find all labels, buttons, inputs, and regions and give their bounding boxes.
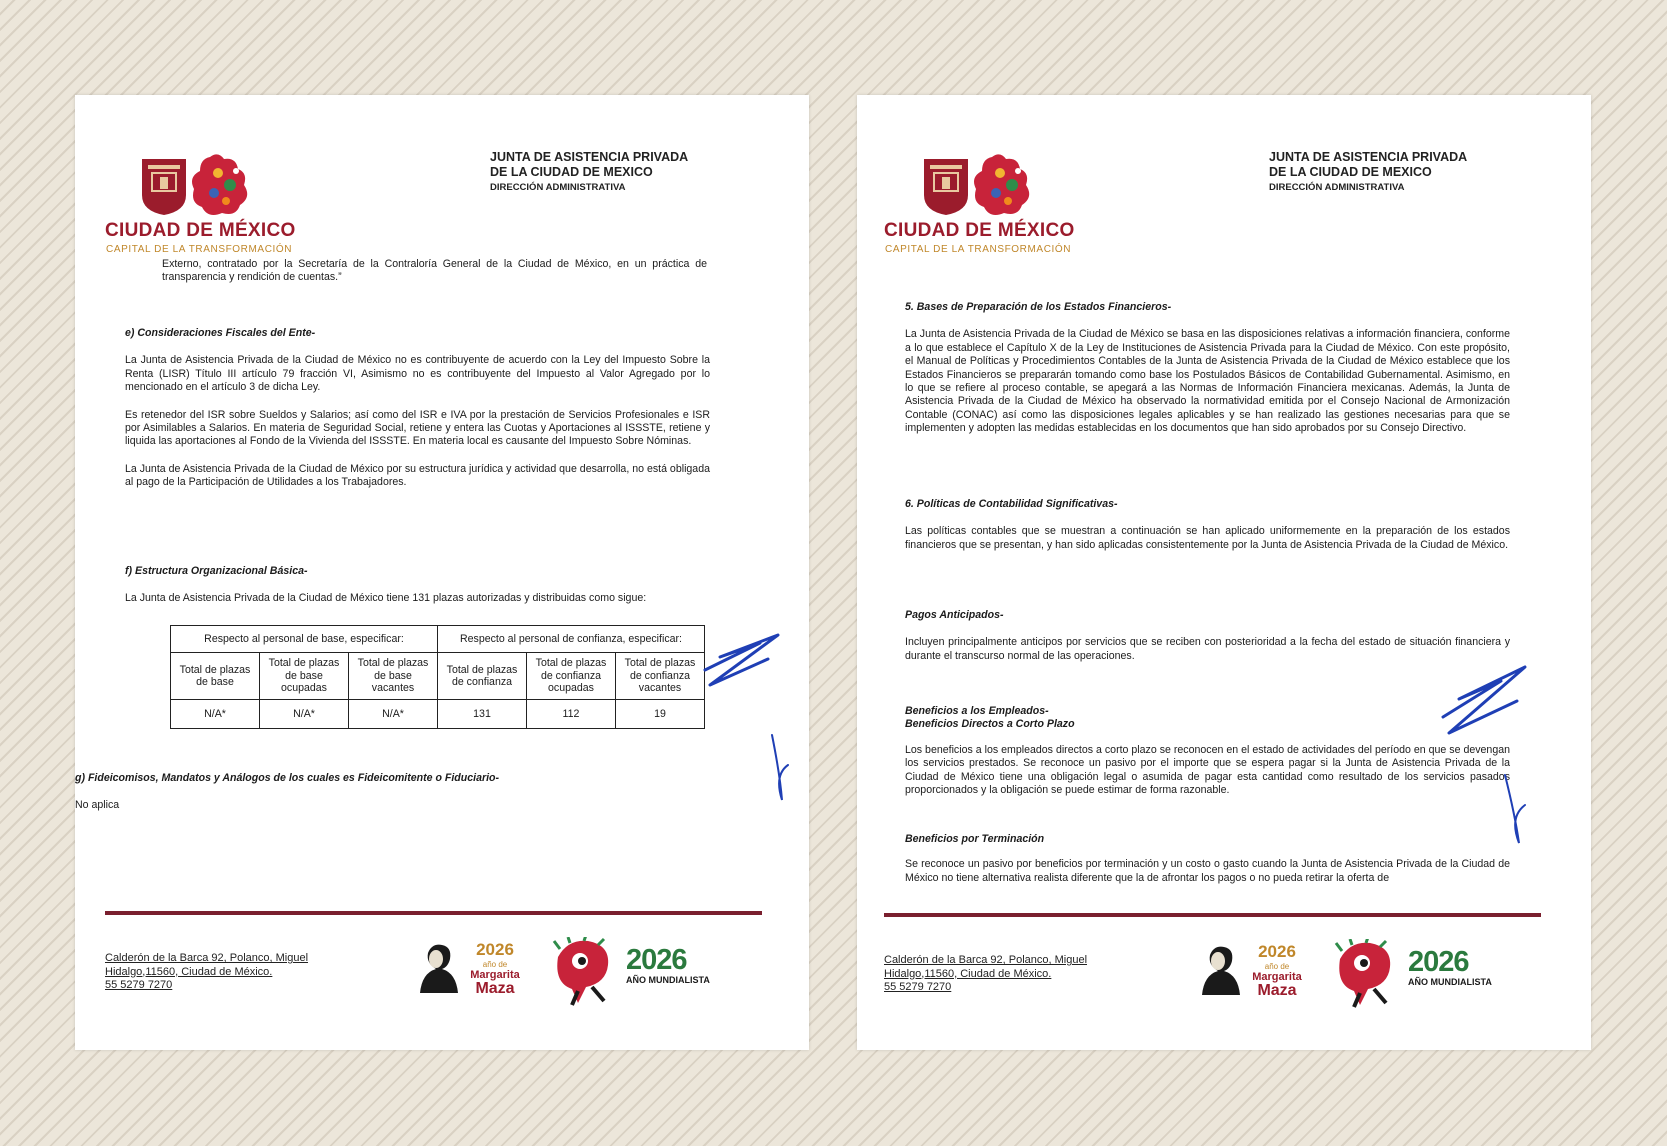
section-f-heading: f) Estructura Organizacional Básica- [125, 565, 308, 577]
address-line: Calderón de la Barca 92, Polanco, Miguel [884, 954, 1088, 966]
address-line: Calderón de la Barca 92, Polanco, Miguel [105, 952, 309, 964]
footer-logos [408, 937, 738, 1007]
beneficios-subheading: Beneficios Directos a Corto Plazo [905, 718, 1075, 731]
footer-rule [105, 911, 762, 915]
margarita-year: 2026 [1258, 942, 1296, 961]
mundial-text: AÑO MUNDIALISTA [1408, 977, 1492, 987]
section-6-heading: 6. Políticas de Contabilidad Significativas- [905, 498, 1118, 510]
mundial-badge [626, 945, 710, 985]
institution-line3: DIRECCIÓN ADMINISTRATIVA [1269, 182, 1405, 193]
mundial-text: AÑO MUNDIALISTA [626, 975, 710, 985]
table-cell: N/A* [171, 700, 260, 729]
margarita-name: Margarita [1252, 971, 1302, 983]
logo-subtitle: CAPITAL DE LA TRANSFORMACIÓN [106, 244, 293, 255]
logo-text: CIUDAD DE MÉXICO [884, 220, 1075, 241]
section-5-heading: 5. Bases de Preparación de los Estados Financieros- [905, 301, 1172, 313]
margarita-maza-badge [1250, 943, 1304, 999]
institution-line3: DIRECCIÓN ADMINISTRATIVA [490, 182, 626, 193]
mascot-icon [548, 937, 623, 1007]
table-column-header: Total de plazas de base ocupadas [260, 653, 349, 700]
margarita-name: Margarita [470, 969, 520, 981]
table-column-header: Total de plazas de confianza ocupadas [527, 653, 616, 700]
institution-line1: JUNTA DE ASISTENCIA PRIVADA [1269, 150, 1468, 164]
margarita-name: Maza [475, 980, 515, 997]
pagos-heading: Pagos Anticipados- [905, 609, 1004, 621]
table-column-header: Total de plazas de base vacantes [349, 653, 438, 700]
institution-header [1269, 150, 1467, 195]
margarita-maza-portrait-icon [1190, 945, 1248, 999]
footer-logos [1190, 939, 1520, 1009]
margarita-name: Maza [1257, 982, 1297, 999]
table-group-header: Respecto al personal de confianza, especificar: [438, 626, 705, 653]
section-terminacion [905, 833, 1510, 885]
table-row [171, 700, 705, 729]
footer-address [884, 954, 1087, 995]
staff-table [170, 625, 705, 729]
table-column-header: Total de plazas de confianza [438, 653, 527, 700]
institution-line1: JUNTA DE ASISTENCIA PRIVADA [490, 150, 689, 164]
mundial-year: 2026 [1408, 946, 1469, 978]
margarita-small: año de [482, 960, 508, 969]
address-line: Hidalgo,11560, Ciudad de México. [105, 965, 273, 978]
continuation-text: Externo, contratado por la Secretaría de la Contraloría General de la Ciudad de México, en un práctica de transparencia y rendición de cuentas.” [162, 258, 707, 284]
document-page-right [857, 95, 1591, 1050]
terminacion-paragraph: Se reconoce un pasivo por beneficios por terminación y un costo o gasto cuando la Junta de Asistencia Privada de la Ciudad de México no tiene alternativa realista diferente que la de afrontar los pagos o no pueda retirar la oferta de [905, 858, 1510, 884]
mundial-year: 2026 [626, 944, 687, 976]
institution-line2: DE LA CIUDAD DE MEXICO [1269, 165, 1432, 179]
cdmx-emblem-icon [140, 153, 280, 217]
margarita-maza-portrait-icon [408, 943, 466, 997]
section-f-intro: La Junta de Asistencia Privada de la Ciudad de México tiene 131 plazas autorizadas y distribuidas como sigue: [125, 592, 647, 605]
section-g-text: No aplica [75, 799, 120, 812]
section-e-paragraph: La Junta de Asistencia Privada de la Ciudad de México por su estructura jurídica y actividad que desarrolla, no está obligada al pago de la Participación de Utilidades a los Trabajadores. [125, 462, 710, 489]
section-pagos [905, 609, 1510, 663]
section-5-paragraph: La Junta de Asistencia Privada de la Ciudad de México se basa en las disposiciones relativas a información financiera, conforme a lo que establece el Capítulo X de la Ley de Instituciones de Asistencia Privada para la Ciudad de México. Con este propósito, el Manual de Políticas y Procedimientos Contables de la Junta de Asistencia Privada de la Ciudad de México establece que los Estados Financieros se prepararán tomando como base los Postulados Básicos de Contabilidad Gubernamental. Asimismo, en lo que se refiere al proceso contable, se apegará a las Normas de Información Financiera mexicanas. Además, la Junta de Asistencia Privada de la Ciudad de México ha observado la normatividad emitida por el Consejo Nacional de Armonización Contable (CONAC) así como las disposiciones legales aplicables y se han realizado las gestiones necesarias para que se implementen y adopten las medidas establecidas en los documentos que han sido aprobados por su Consejo Directivo. [905, 328, 1510, 435]
section-beneficios [905, 705, 1510, 797]
mundial-badge [1408, 947, 1492, 987]
table-cell: N/A* [260, 700, 349, 729]
margarita-small: año de [1264, 962, 1290, 971]
footer-address [105, 952, 308, 993]
section-g-heading: g) Fideicomisos, Mandatos y Análogos de los cuales es Fideicomitente o Fiduciario- [75, 772, 500, 784]
beneficios-paragraph: Los beneficios a los empleados directos a corto plazo se reconocen en el estado de actividades del período en que se devengan los servicios prestados. Se reconoce un pasivo por el importe que se espera pagar si la Junta de Asistencia Privada de la Ciudad de México tiene una obligación legal o asumida de pagar esta cantidad como resultado de los servicios pasados proporcionados y la obligación se puede estimar de forma razonable. [905, 743, 1510, 797]
section-g [75, 772, 675, 813]
document-page-left [75, 95, 809, 1050]
terminacion-heading: Beneficios por Terminación [905, 833, 1045, 845]
address-line: Hidalgo,11560, Ciudad de México. [884, 967, 1052, 980]
address-phone: 55 5279 7270 [884, 981, 952, 993]
section-6 [905, 498, 1510, 552]
section-e-paragraph: La Junta de Asistencia Privada de la Ciudad de México no es contribuyente de acuerdo con la Ley del Impuesto Sobre la Renta (LISR) Título III artículo 79 fracción VI, Asimismo no es contribuyente del Impuesto al Valor Agregado por lo mencionado en el artículo 3 de dicha Ley. [125, 354, 710, 394]
logo-subtitle: CAPITAL DE LA TRANSFORMACIÓN [885, 244, 1072, 255]
institution-line2: DE LA CIUDAD DE MEXICO [490, 165, 653, 179]
table-cell: 19 [616, 700, 705, 729]
table-cell: 131 [438, 700, 527, 729]
table-column-header: Total de plazas de confianza vacantes [616, 653, 705, 700]
signature-icon [700, 625, 809, 805]
footer-rule [884, 913, 1541, 917]
address-phone: 55 5279 7270 [105, 979, 173, 991]
pagos-paragraph: Incluyen principalmente anticipos por servicios que se reciben con posterioridad a la fecha del estado de situación financiera y durante el transcurso normal de las operaciones. [905, 636, 1510, 662]
section-e-heading: e) Consideraciones Fiscales del Ente- [125, 327, 316, 339]
section-f [125, 565, 725, 606]
table-cell: N/A* [349, 700, 438, 729]
margarita-year: 2026 [476, 940, 514, 959]
table-cell: 112 [527, 700, 616, 729]
table-group-header: Respecto al personal de base, especificar: [171, 626, 438, 653]
section-5 [905, 301, 1510, 436]
margarita-maza-badge [468, 941, 522, 997]
section-e-paragraph: Es retenedor del ISR sobre Sueldos y Salarios; así como del ISR e IVA por la prestación de Servicios Profesionales e ISR por Asimilables a Salarios. En materia de Seguridad Social, retiene y entera las Cuotas y Aportaciones al ISSSTE, retiene y liquida las aportaciones al Fondo de la Vivienda del ISSSTE. En materia local es causante del Impuesto Sobre Nóminas. [125, 408, 710, 448]
section-6-paragraph: Las políticas contables que se muestran a continuación se han aplicado uniformemente en la preparación de los estados financieros que se presentan, y han sido aplicadas consistentemente por la Junta de Asistencia Privada de la Ciudad de México. [905, 525, 1510, 551]
beneficios-heading: Beneficios a los Empleados- [905, 705, 1049, 717]
cdmx-emblem-icon [922, 153, 1062, 217]
logo-text: CIUDAD DE MÉXICO [105, 220, 296, 241]
signature-icon [1435, 655, 1555, 845]
section-e [125, 327, 710, 490]
institution-header [490, 150, 688, 195]
table-column-header: Total de plazas de base [171, 653, 260, 700]
mascot-icon [1330, 939, 1405, 1009]
